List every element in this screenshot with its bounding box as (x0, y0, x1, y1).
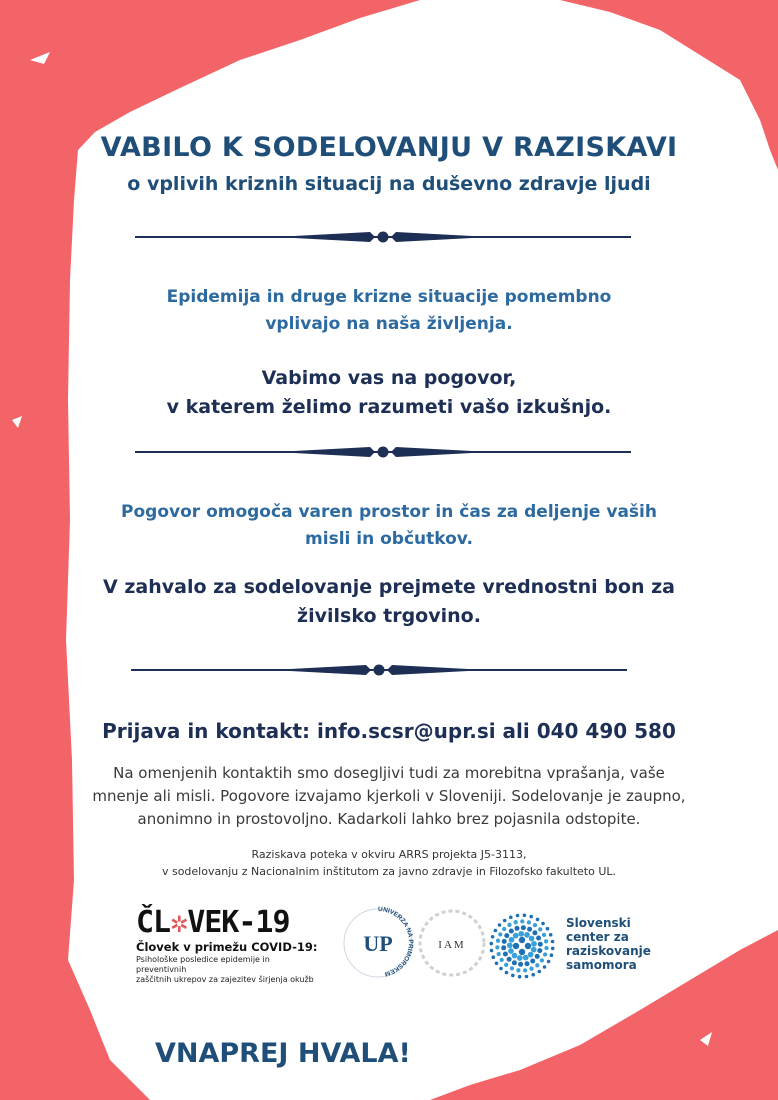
scsr-dot (512, 953, 518, 959)
scsr-dot (538, 942, 543, 947)
scsr-dot (490, 942, 494, 946)
scsr-dot (542, 933, 546, 937)
clovek-19-desc-1: Psihološke posledice epidemije in preventivnih (136, 955, 270, 974)
scsr-dot (507, 957, 512, 962)
scsr-dot (528, 952, 534, 958)
scsr-dot (502, 927, 506, 931)
scsr-dot (512, 960, 517, 965)
scsr-dot (538, 970, 542, 974)
scsr-dot (537, 948, 542, 953)
scsr-dot (546, 927, 550, 931)
scsr-dot (551, 940, 555, 944)
page-subtitle: o vplivih kriznih situacij na duševno zdravje ljudi (127, 173, 651, 195)
scsr-dot (531, 947, 537, 953)
scsr-dot (550, 953, 554, 957)
scsr-dots-icon (489, 913, 561, 979)
reward-line-2: živilsko trgovino. (297, 605, 481, 627)
scsr-dot (523, 955, 529, 961)
intro-line-2: vplivajo na naša življenja. (265, 314, 513, 334)
scsr-dot (532, 930, 537, 935)
svg-text:UP: UP (363, 931, 393, 956)
scsr-dot (518, 975, 522, 979)
scsr-dot (547, 960, 551, 964)
scsr-dot (536, 918, 540, 922)
scsr-dot (509, 929, 514, 934)
scsr-dot (509, 937, 515, 943)
scsr-dot (504, 933, 509, 938)
scsr-dot (544, 939, 548, 943)
scsr-dot (513, 933, 519, 939)
scsr-dot (519, 937, 525, 943)
scsr-dot (511, 974, 515, 978)
invitation-line-2: v katerem želimo razumeti vašo izkušnjo. (166, 396, 612, 418)
reward-line-1: V zahvalo za sodelovanje prejmete vrednostni bon za (103, 576, 675, 598)
ornamental-divider (135, 229, 631, 245)
clovek-19-desc-2: zaščitnih ukrepov za zajezitev širjenja okužb (136, 975, 314, 984)
scsr-dot (494, 929, 498, 933)
scsr-dot (504, 963, 508, 967)
scsr-dot (533, 923, 537, 927)
scsr-dot (551, 947, 555, 951)
scsr-logo-text: Slovenski center za raziskovanje samomora (566, 916, 651, 972)
scsr-dot (540, 958, 544, 962)
clovek-19-wordmark: ČL✲VEK-19 (136, 905, 290, 940)
info-line-1: Na omenjenih kontaktih smo dosegljivi tudi za morebitna vprašanja, vaše (113, 764, 665, 782)
info-line-2: mnenje ali misli. Pogovore izvajamo kjerkoli v Sloveniji. Sodelovanje je zaupno, (92, 787, 686, 805)
scsr-dot (520, 919, 524, 923)
scsr-dot (535, 954, 540, 959)
scsr-dot (530, 959, 535, 964)
scsr-dot (498, 932, 502, 936)
scsr-dot (535, 963, 539, 967)
scsr-dot (518, 931, 524, 937)
scsr-dot (525, 943, 531, 949)
scsr-dot (497, 952, 501, 956)
scsr-dot (496, 939, 500, 943)
closing-thanks: VNAPREJ HVALA! (155, 1038, 411, 1069)
scsr-dot (503, 919, 507, 923)
svg-text:UNIVERZA NA PRIMORSKEM: UNIVERZA NA PRIMORSKEM (377, 905, 414, 978)
scsr-dot (543, 952, 547, 956)
scsr-dot (495, 945, 499, 949)
scsr-dot (536, 936, 541, 941)
funding-note (0, 846, 778, 880)
ornamental-divider (135, 444, 631, 460)
scsr-dot (531, 973, 535, 977)
scsr-dot (523, 968, 527, 972)
scsr-dot (538, 927, 542, 931)
scsr-dot (509, 916, 513, 920)
intro-paragraph (0, 284, 778, 338)
scsr-dot (495, 962, 499, 966)
scsr-dot (529, 936, 535, 942)
scsr-dot (529, 915, 533, 919)
scsr-dot (549, 933, 553, 937)
scsr-dot (514, 920, 518, 924)
scsr-dot (507, 923, 511, 927)
scsr-dot (525, 975, 529, 979)
scsr-dot (500, 958, 504, 962)
scsr-dot (505, 971, 509, 975)
svg-text:IAM: IAM (438, 939, 466, 951)
scsr-dot (517, 955, 523, 961)
conversation-line-2: misli in občutkov. (305, 529, 473, 549)
scsr-dot (513, 943, 519, 949)
scsr-dot (524, 932, 530, 938)
scsr-dot (499, 967, 503, 971)
invitation-paragraph (0, 364, 778, 422)
scsr-dot (490, 949, 494, 953)
info-paragraph (0, 762, 778, 831)
upr-logo (341, 905, 415, 983)
info-line-3: anonimno in prostovoljno. Kadarkoli lahko brez pojasnila odstopite. (137, 810, 641, 828)
scsr-dot (525, 961, 530, 966)
scsr-dot (518, 962, 523, 967)
page-title: VABILO K SODELOVANJU V RAZISKAVI (100, 132, 678, 163)
scsr-dot (519, 949, 525, 955)
scsr-dot (544, 946, 548, 950)
scsr-dot (498, 923, 502, 927)
ornamental-divider (131, 662, 627, 678)
virus-icon: ✲ (170, 905, 188, 940)
scsr-dot (501, 945, 506, 950)
scsr-dot (503, 952, 508, 957)
scsr-dot (521, 925, 526, 930)
clovek-19-tagline: Človek v primežu COVID-19: (136, 940, 318, 954)
scsr-dot (502, 939, 507, 944)
scsr-dot (516, 914, 520, 918)
intro-line-1: Epidemija in druge krizne situacije pomembno (166, 287, 612, 307)
scsr-dot (515, 926, 520, 931)
conversation-paragraph (0, 499, 778, 553)
scsr-dot (527, 927, 532, 932)
scsr-dot (527, 920, 531, 924)
scsr-dot (541, 922, 545, 926)
contact-line: Prijava in kontakt: info.scsr@upr.si ali 040 490 580 (102, 719, 676, 743)
scsr-dot (531, 941, 537, 947)
reward-paragraph (0, 573, 778, 631)
scsr-dot (516, 968, 520, 972)
scsr-dot (523, 914, 527, 918)
funding-line-1: Raziskava poteka v okviru ARRS projekta J5-3113, (251, 848, 527, 861)
scsr-dot (492, 955, 496, 959)
iam-logo (418, 905, 486, 983)
scsr-dot (529, 967, 533, 971)
scsr-dot (510, 966, 514, 970)
invitation-line-1: Vabimo vas na pogovor, (261, 367, 517, 389)
scsr-dot (507, 942, 513, 948)
conversation-line-1: Pogovor omogoča varen prostor in čas za deljenje vaših (121, 502, 657, 522)
scsr-dot (491, 935, 495, 939)
scsr-dot (508, 948, 514, 954)
clovek-19-logo (136, 906, 322, 985)
funding-line-2: v sodelovanju z Nacionalnim inštitutom za javno zdravje in Filozofsko fakulteto UL. (161, 865, 617, 878)
scsr-dot (543, 965, 547, 969)
